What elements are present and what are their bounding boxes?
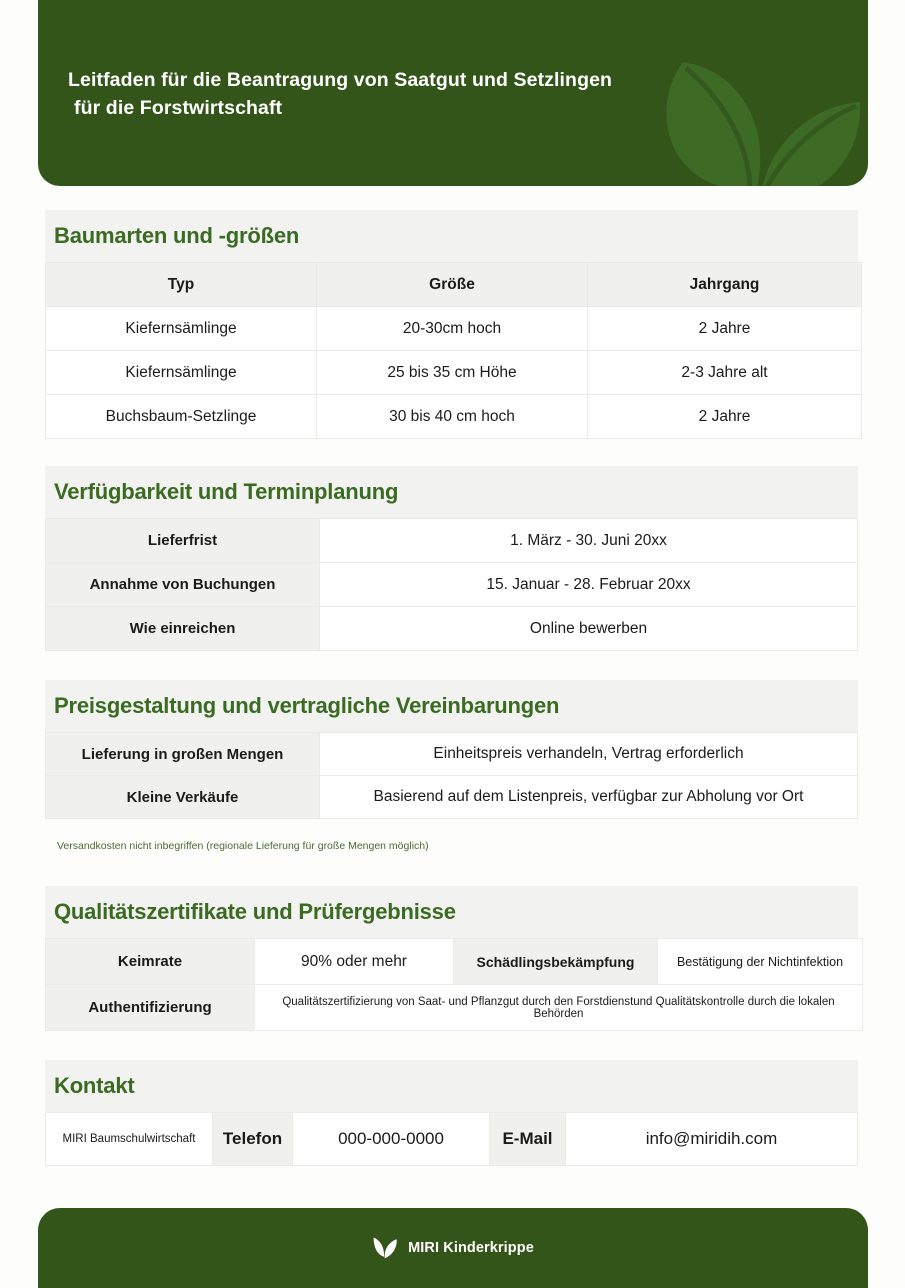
cell-typ: Kiefernsämlinge xyxy=(46,351,317,395)
table-row xyxy=(46,519,858,563)
section-title: Verfügbarkeit und Terminplanung xyxy=(54,479,399,504)
table-row xyxy=(46,563,858,607)
table-row xyxy=(46,351,862,395)
page-title-line2: für die Forstwirtschaft xyxy=(74,97,283,120)
leaf-logo-icon xyxy=(372,1236,399,1260)
cell-jahrgang: 2-3 Jahre alt xyxy=(588,351,862,395)
contact-email-value[interactable]: info@miridih.com xyxy=(566,1113,858,1166)
row-label-small: Kleine Verkäufe xyxy=(46,776,320,819)
footer-brand: MIRI Kinderkrippe xyxy=(408,1240,534,1256)
row-label-schaedling: Schädlingsbekämpfung xyxy=(454,939,658,985)
row-label-keimrate: Keimrate xyxy=(46,939,255,985)
page-title-line1: Leitfaden für die Beantragung von Saatgut und Setzlingen xyxy=(68,69,613,91)
column-header-groesse: Größe xyxy=(317,263,588,307)
pricing-table xyxy=(45,732,858,819)
section-contact xyxy=(45,1060,858,1166)
row-value-einreichen: Online bewerben xyxy=(320,607,858,651)
section-tree-types xyxy=(45,210,858,439)
section-pricing xyxy=(45,680,858,819)
row-value-authentifizierung: Qualitätszertifizierung von Saat- und Pflanzgut durch den Forstdienstund Qualitätskontrolle durch die lokalen Behörden xyxy=(255,985,863,1031)
row-value-small: Basierend auf dem Listenpreis, verfügbar zur Abholung vor Ort xyxy=(320,776,858,819)
tree-types-table xyxy=(45,262,862,439)
column-header-jahrgang: Jahrgang xyxy=(588,263,862,307)
section-header-contact xyxy=(45,1060,858,1112)
contact-company: MIRI Baumschulwirtschaft xyxy=(46,1113,213,1166)
footer-banner xyxy=(38,1208,868,1288)
contact-phone-label: Telefon xyxy=(213,1113,293,1166)
cell-typ: Buchsbaum-Setzlinge xyxy=(46,395,317,439)
table-row xyxy=(46,607,858,651)
page-title xyxy=(68,66,708,123)
contact-table xyxy=(45,1112,858,1166)
quality-table xyxy=(45,938,863,1031)
table-row xyxy=(46,1113,858,1166)
cell-groesse: 25 bis 35 cm Höhe xyxy=(317,351,588,395)
table-header-row xyxy=(46,263,862,307)
section-quality xyxy=(45,886,858,1031)
section-title: Baumarten und -größen xyxy=(54,223,300,248)
cell-jahrgang: 2 Jahre xyxy=(588,395,862,439)
row-value-schaedling: Bestätigung der Nichtinfektion xyxy=(658,939,863,985)
section-title: Kontakt xyxy=(54,1073,135,1098)
section-header-tree-types xyxy=(45,210,858,262)
row-label-bulk: Lieferung in großen Mengen xyxy=(46,733,320,776)
table-row xyxy=(46,985,863,1031)
header-banner xyxy=(38,0,868,186)
row-value-lieferfrist: 1. März - 30. Juni 20xx xyxy=(320,519,858,563)
availability-table xyxy=(45,518,858,651)
table-row xyxy=(46,939,863,985)
shipping-footnote: Versandkosten nicht inbegriffen (regionale Lieferung für große Mengen möglich) xyxy=(57,840,429,852)
cell-jahrgang: 2 Jahre xyxy=(588,307,862,351)
row-label-authentifizierung: Authentifizierung xyxy=(46,985,255,1031)
section-title: Qualitätszertifikate und Prüfergebnisse xyxy=(54,899,456,924)
row-label-einreichen: Wie einreichen xyxy=(46,607,320,651)
section-header-availability xyxy=(45,466,858,518)
contact-email-label: E-Mail xyxy=(490,1113,566,1166)
cell-groesse: 20-30cm hoch xyxy=(317,307,588,351)
section-availability xyxy=(45,466,858,651)
table-row xyxy=(46,776,858,819)
contact-phone-value[interactable]: 000-000-0000 xyxy=(293,1113,490,1166)
section-header-quality xyxy=(45,886,858,938)
section-title: Preisgestaltung und vertragliche Vereinbarungen xyxy=(54,693,560,718)
row-value-annahme: 15. Januar - 28. Februar 20xx xyxy=(320,563,858,607)
cell-groesse: 30 bis 40 cm hoch xyxy=(317,395,588,439)
column-header-typ: Typ xyxy=(46,263,317,307)
section-header-pricing xyxy=(45,680,858,732)
table-row xyxy=(46,395,862,439)
row-label-lieferfrist: Lieferfrist xyxy=(46,519,320,563)
cell-typ: Kiefernsämlinge xyxy=(46,307,317,351)
table-row xyxy=(46,307,862,351)
row-label-annahme: Annahme von Buchungen xyxy=(46,563,320,607)
table-row xyxy=(46,733,858,776)
row-value-bulk: Einheitspreis verhandeln, Vertrag erforderlich xyxy=(320,733,858,776)
row-value-keimrate: 90% oder mehr xyxy=(255,939,454,985)
